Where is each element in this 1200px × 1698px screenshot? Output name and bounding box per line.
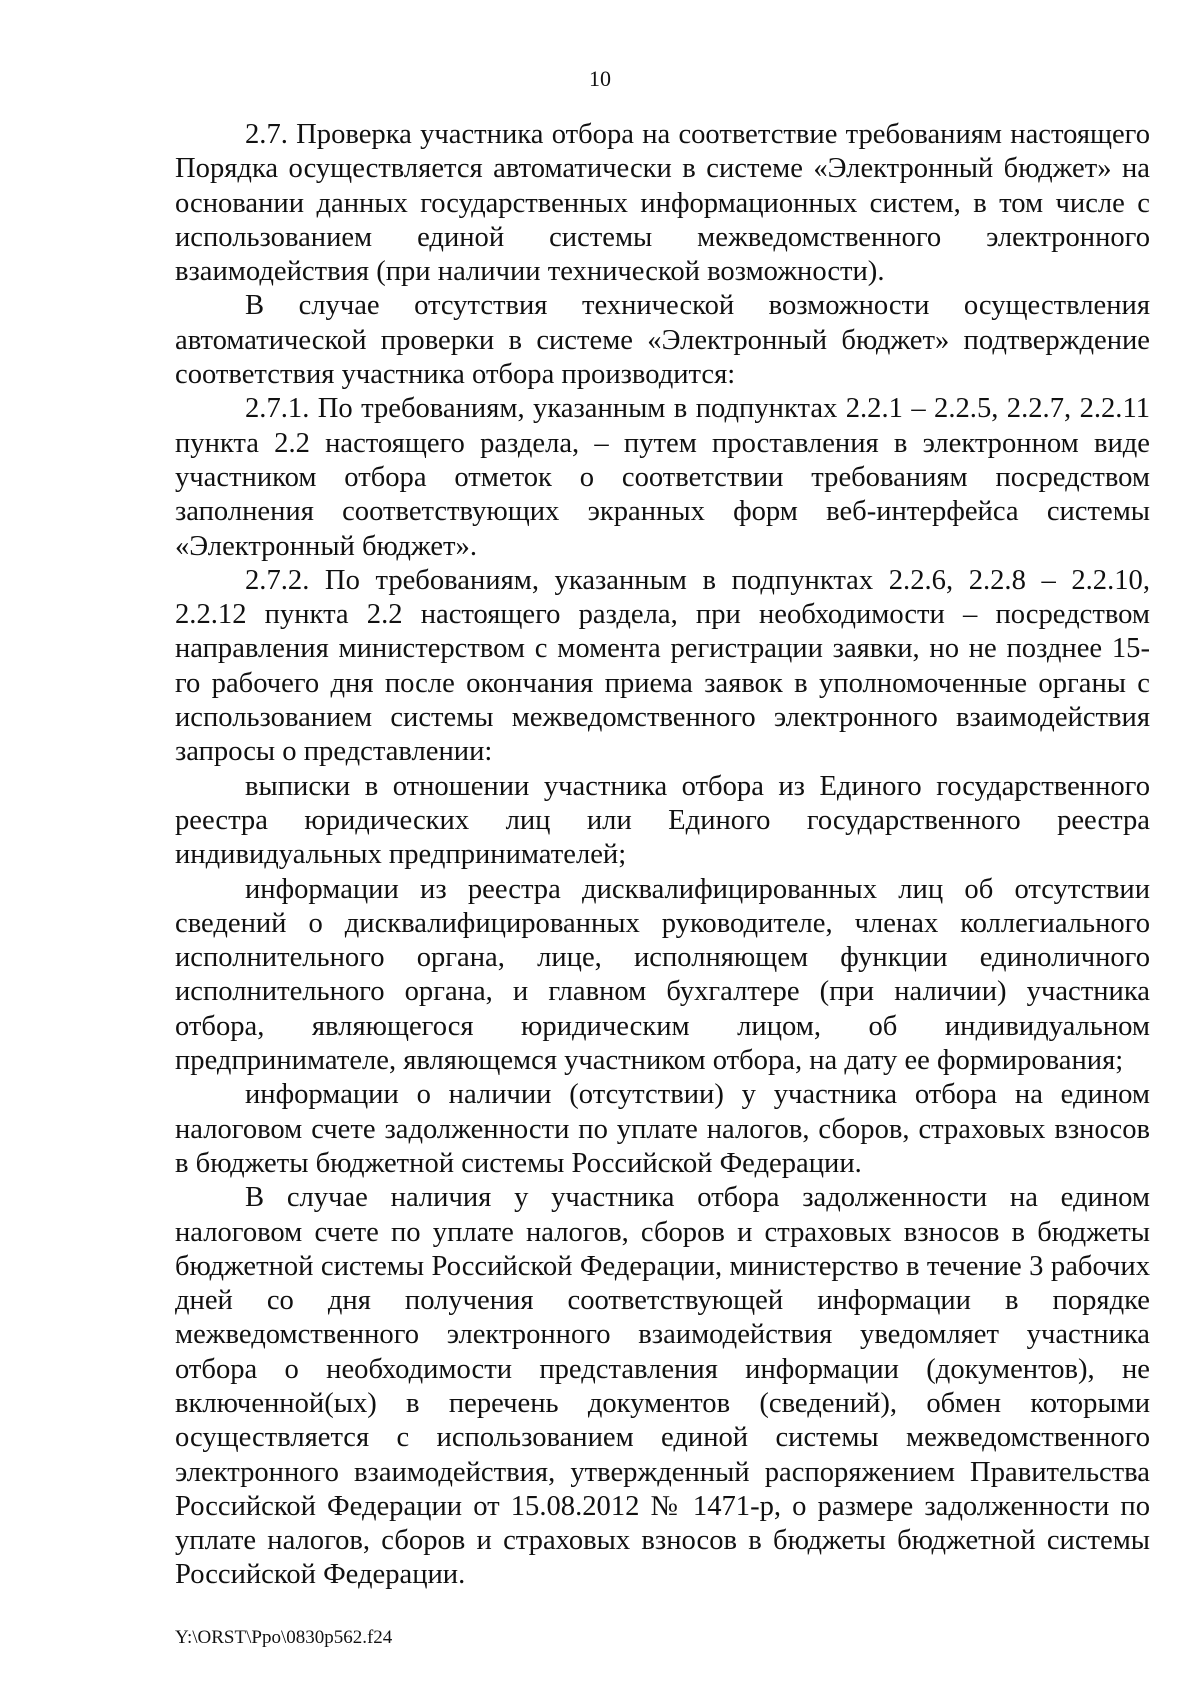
paragraph-2-7: 2.7. Проверка участника отбора на соответствие требованиям настоящего Порядка осуществляется автоматически в системе «Электронный бюджет» на основании данных государственных информационных систем, в том числе с использованием единой системы межведомственного электронного взаимодействия (при наличии технической возможности). bbox=[175, 119, 1150, 288]
paragraph-2-7-1: 2.7.1. По требованиям, указанным в подпунктах 2.2.1 – 2.2.5, 2.2.7, 2.2.11 пункта 2.2 настоящего раздела, – путем проставления в электронном виде участником отбора отметок о соответствии требованиям посредством заполнения соответствующих экранных форм веб-интерфейса системы «Электронный бюджет». bbox=[175, 393, 1150, 562]
document-body bbox=[175, 118, 1150, 1593]
paragraph-no-technical-possibility: В случае отсутствия технической возможности осуществления автоматической проверки в системе «Электронный бюджет» подтверждение соответствия участника отбора производится: bbox=[175, 290, 1150, 391]
paragraph-tax-debt-info: информации о наличии (отсутствии) у участника отбора на едином налоговом счете задолженности по уплате налогов, сборов, страховых взносов в бюджеты бюджетной системы Российской Федерации. bbox=[175, 1079, 1150, 1179]
file-path-footer: Y:\ORST\Ppo\0830p562.f24 bbox=[175, 1627, 393, 1648]
paragraph-debt-notification: В случае наличия у участника отбора задолженности на едином налоговом счете по уплате налогов, сборов и страховых взносов в бюджеты бюджетной системы Российской Федерации, министерство в течение 3 рабочих дней со дня получения соответствующей информации в порядке межведомственного электронного взаимодействия уведомляет участника отбора о необходимости представления информации (документов), не включенной(ых) в перечень документов (сведений), обмен которыми осуществляется с использованием единой системы межведомственного электронного взаимодействия, утвержденный распоряжением Правительства Российской Федерации от 15.08.2012 № 1471-р, о размере задолженности по уплате налогов, сборов и страховых взносов в бюджеты бюджетной системы Российской Федерации. bbox=[175, 1182, 1150, 1591]
paragraph-registry-extract: выписки в отношении участника отбора из Единого государственного реестра юридических лиц или Единого государственного реестра индивидуальных предпринимателей; bbox=[175, 770, 1150, 871]
paragraph-disqualified-registry: информации из реестра дисквалифицированных лиц об отсутствии сведений о дисквалифицированных руководителе, членах коллегиального исполнительного органа, лице, исполняющем функции единоличного исполнительного органа, и главном бухгалтере (при наличии) участника отбора, являющегося юридическим лицом, об индивидуальном предпринимателе, являющемся участником отбора, на дату ее формирования; bbox=[175, 873, 1150, 1077]
paragraph-2-7-2: 2.7.2. По требованиям, указанным в подпунктах 2.2.6, 2.2.8 – 2.2.10, 2.2.12 пункта 2.2 настоящего раздела, при необходимости – посредством направления министерством с момента регистрации заявки, но не позднее 15-го рабочего дня после окончания приема заявок в уполномоченные органы с использованием системы межведомственного электронного взаимодействия запросы о представлении: bbox=[175, 564, 1150, 768]
page-number: 10 bbox=[589, 66, 611, 91]
